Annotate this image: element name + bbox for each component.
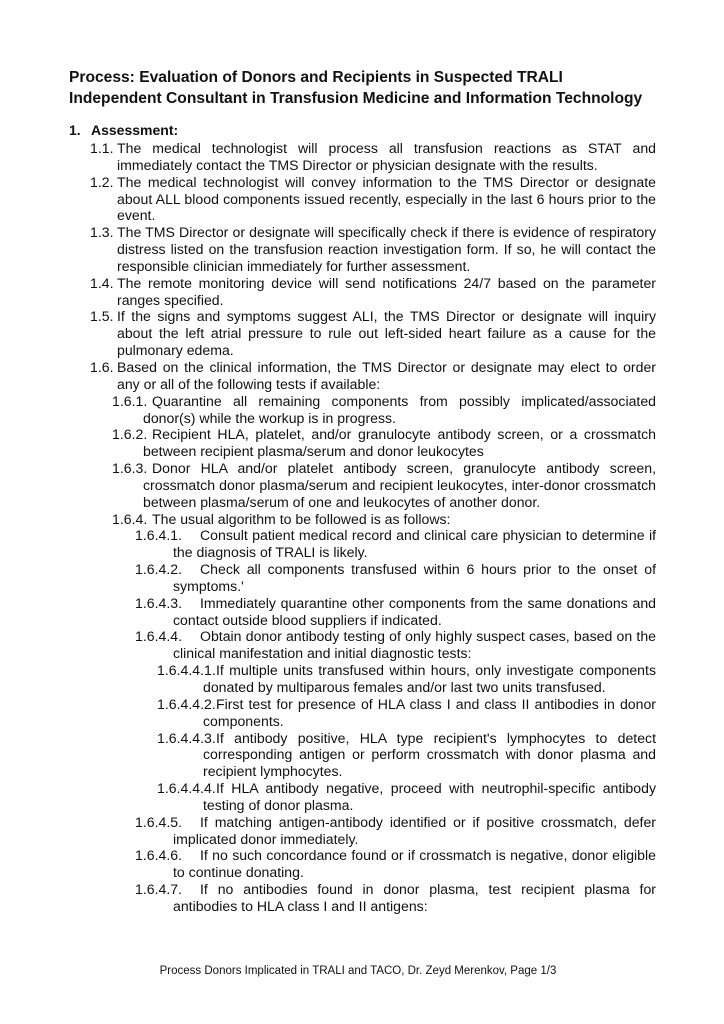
item-text: The medical technologist will process all transfusion reactions as STAT and immediately contact the TMS Director or physician designate with the results. (117, 140, 656, 173)
list-item (135, 847, 656, 881)
list-item (157, 780, 656, 814)
item-text: If no such concordance found or if crossmatch is negative, donor eligible to continue donating. (173, 847, 656, 881)
item-text: The TMS Director or designate will specifically check if there is evidence of respiratory distress listed on the transfusion reaction investigation form. If so, he will contact the responsible clinician immediately for further assessment. (117, 224, 656, 274)
list-item (90, 274, 656, 309)
item-number: 1.6.4.3. (135, 594, 183, 611)
list-item (90, 358, 656, 393)
item-text: If antibody positive, HLA type recipient's lymphocytes to detect corresponding antigen or perform crossmatch with donor plasma and recipient lymphocytes. (203, 729, 656, 780)
item-number: 1.6.4.2. (135, 561, 183, 578)
item-text: The remote monitoring device will send notifications 24/7 based on the parameter ranges specified. (117, 274, 656, 308)
list-item (90, 308, 656, 359)
list-item (112, 392, 656, 427)
page-footer (0, 964, 724, 978)
item-text: Donor HLA and/or platelet antibody screen, granulocyte antibody screen, crossmatch donor plasma/serum and recipient leukocytes, inter-donor crossmatch between plasma/serum of one and leukocytes of another donor. (143, 460, 656, 510)
item-number: 1.6.4.4.2. (157, 695, 216, 712)
document-title: Process: Evaluation of Donors and Recipients in Suspected TRALI (69, 69, 563, 86)
item-number: 1.6.4.4.3. (157, 729, 216, 746)
list-item (112, 460, 656, 511)
item-number: 1.3. (90, 224, 114, 241)
item-text: Check all components transfused within 6 hours prior to the onset of symptoms.' (173, 561, 656, 594)
item-text: Consult patient medical record and clinical care physician to determine if the diagnosis of TRALI is likely. (173, 527, 656, 561)
item-number: 1.6.4.7. (135, 881, 183, 898)
item-number: 1.6.4.1. (135, 527, 183, 544)
item-number: 1.5. (90, 308, 114, 325)
list-item (135, 561, 656, 595)
item-text: Obtain donor antibody testing of only highly suspect cases, based on the clinical manifestation and initial diagnostic tests: (173, 628, 656, 662)
section-heading (69, 122, 178, 139)
item-number: 1.6.4.6. (135, 847, 183, 864)
list-item (135, 527, 656, 561)
item-text: The usual algorithm to be followed is as follows: (152, 510, 451, 527)
item-number: 1.6.4.4.4. (157, 780, 216, 797)
section-number: 1. (69, 122, 81, 138)
list-item (112, 426, 656, 460)
list-item (135, 813, 656, 848)
list-item (90, 140, 656, 174)
list-item (90, 224, 656, 275)
footer-text: Process Donors Implicated in TRALI and TACO, Dr. Zeyd Merenkov, Page 1/3 (159, 965, 557, 977)
assessment-list (0, 140, 724, 915)
item-text: If HLA antibody negative, proceed with neutrophil-specific antibody testing of donor plasma. (203, 780, 656, 813)
item-text: If multiple units transfused within hours, only investigate components donated by multiparous females and/or last two units transfused. (203, 662, 656, 695)
item-number: 1.6.4. (112, 510, 148, 527)
item-number: 1.6. (90, 358, 114, 375)
item-number: 1.4. (90, 274, 114, 291)
item-number: 1.6.3. (112, 460, 148, 477)
list-item (112, 510, 656, 528)
item-text: If matching antigen-antibody identified or if positive crossmatch, defer implicated donor immediately. (173, 813, 656, 847)
item-text: First test for presence of HLA class I and class II antibodies in donor components. (203, 695, 656, 729)
list-item (135, 881, 656, 915)
item-number: 1.6.1. (112, 392, 148, 409)
item-number: 1.1. (90, 140, 114, 156)
item-number: 1.6.4.4.1. (157, 662, 216, 679)
list-item (157, 662, 656, 696)
section-title: Assessment: (91, 122, 179, 138)
list-item (135, 628, 656, 662)
item-text: Quarantine all remaining components from possibly implicated/associated donor(s) while the workup is in progress. (143, 392, 656, 426)
item-text: If no antibodies found in donor plasma, test recipient plasma for antibodies to HLA class I and II antigens: (173, 881, 656, 914)
list-item (157, 729, 656, 781)
item-text: Immediately quarantine other components from the same donations and contact outside blood suppliers if indicated. (173, 594, 656, 628)
item-text: The medical technologist will convey information to the TMS Director or designate about ALL blood components issued recently, especially in the last 6 hours prior to the event. (117, 173, 656, 224)
list-item (90, 173, 656, 225)
list-item (135, 594, 656, 629)
item-text: If the signs and symptoms suggest ALI, the TMS Director or designate will inquiry about the left atrial pressure to rule out left-sided heart failure as a cause for the pulmonary edema. (117, 308, 656, 359)
item-number: 1.6.4.4. (135, 628, 183, 645)
item-text: Based on the clinical information, the TMS Director or designate may elect to order any or all of the following tests if available: (117, 358, 656, 392)
item-number: 1.2. (90, 173, 114, 190)
item-number: 1.6.2. (112, 426, 148, 443)
item-text: Recipient HLA, platelet, and/or granulocyte antibody screen, or a crossmatch between recipient plasma/serum and donor leukocytes (143, 426, 656, 460)
item-number: 1.6.4.5. (135, 813, 183, 830)
document-subtitle: Independent Consultant in Transfusion Medicine and Information Technology (69, 90, 643, 107)
list-item (157, 695, 656, 730)
